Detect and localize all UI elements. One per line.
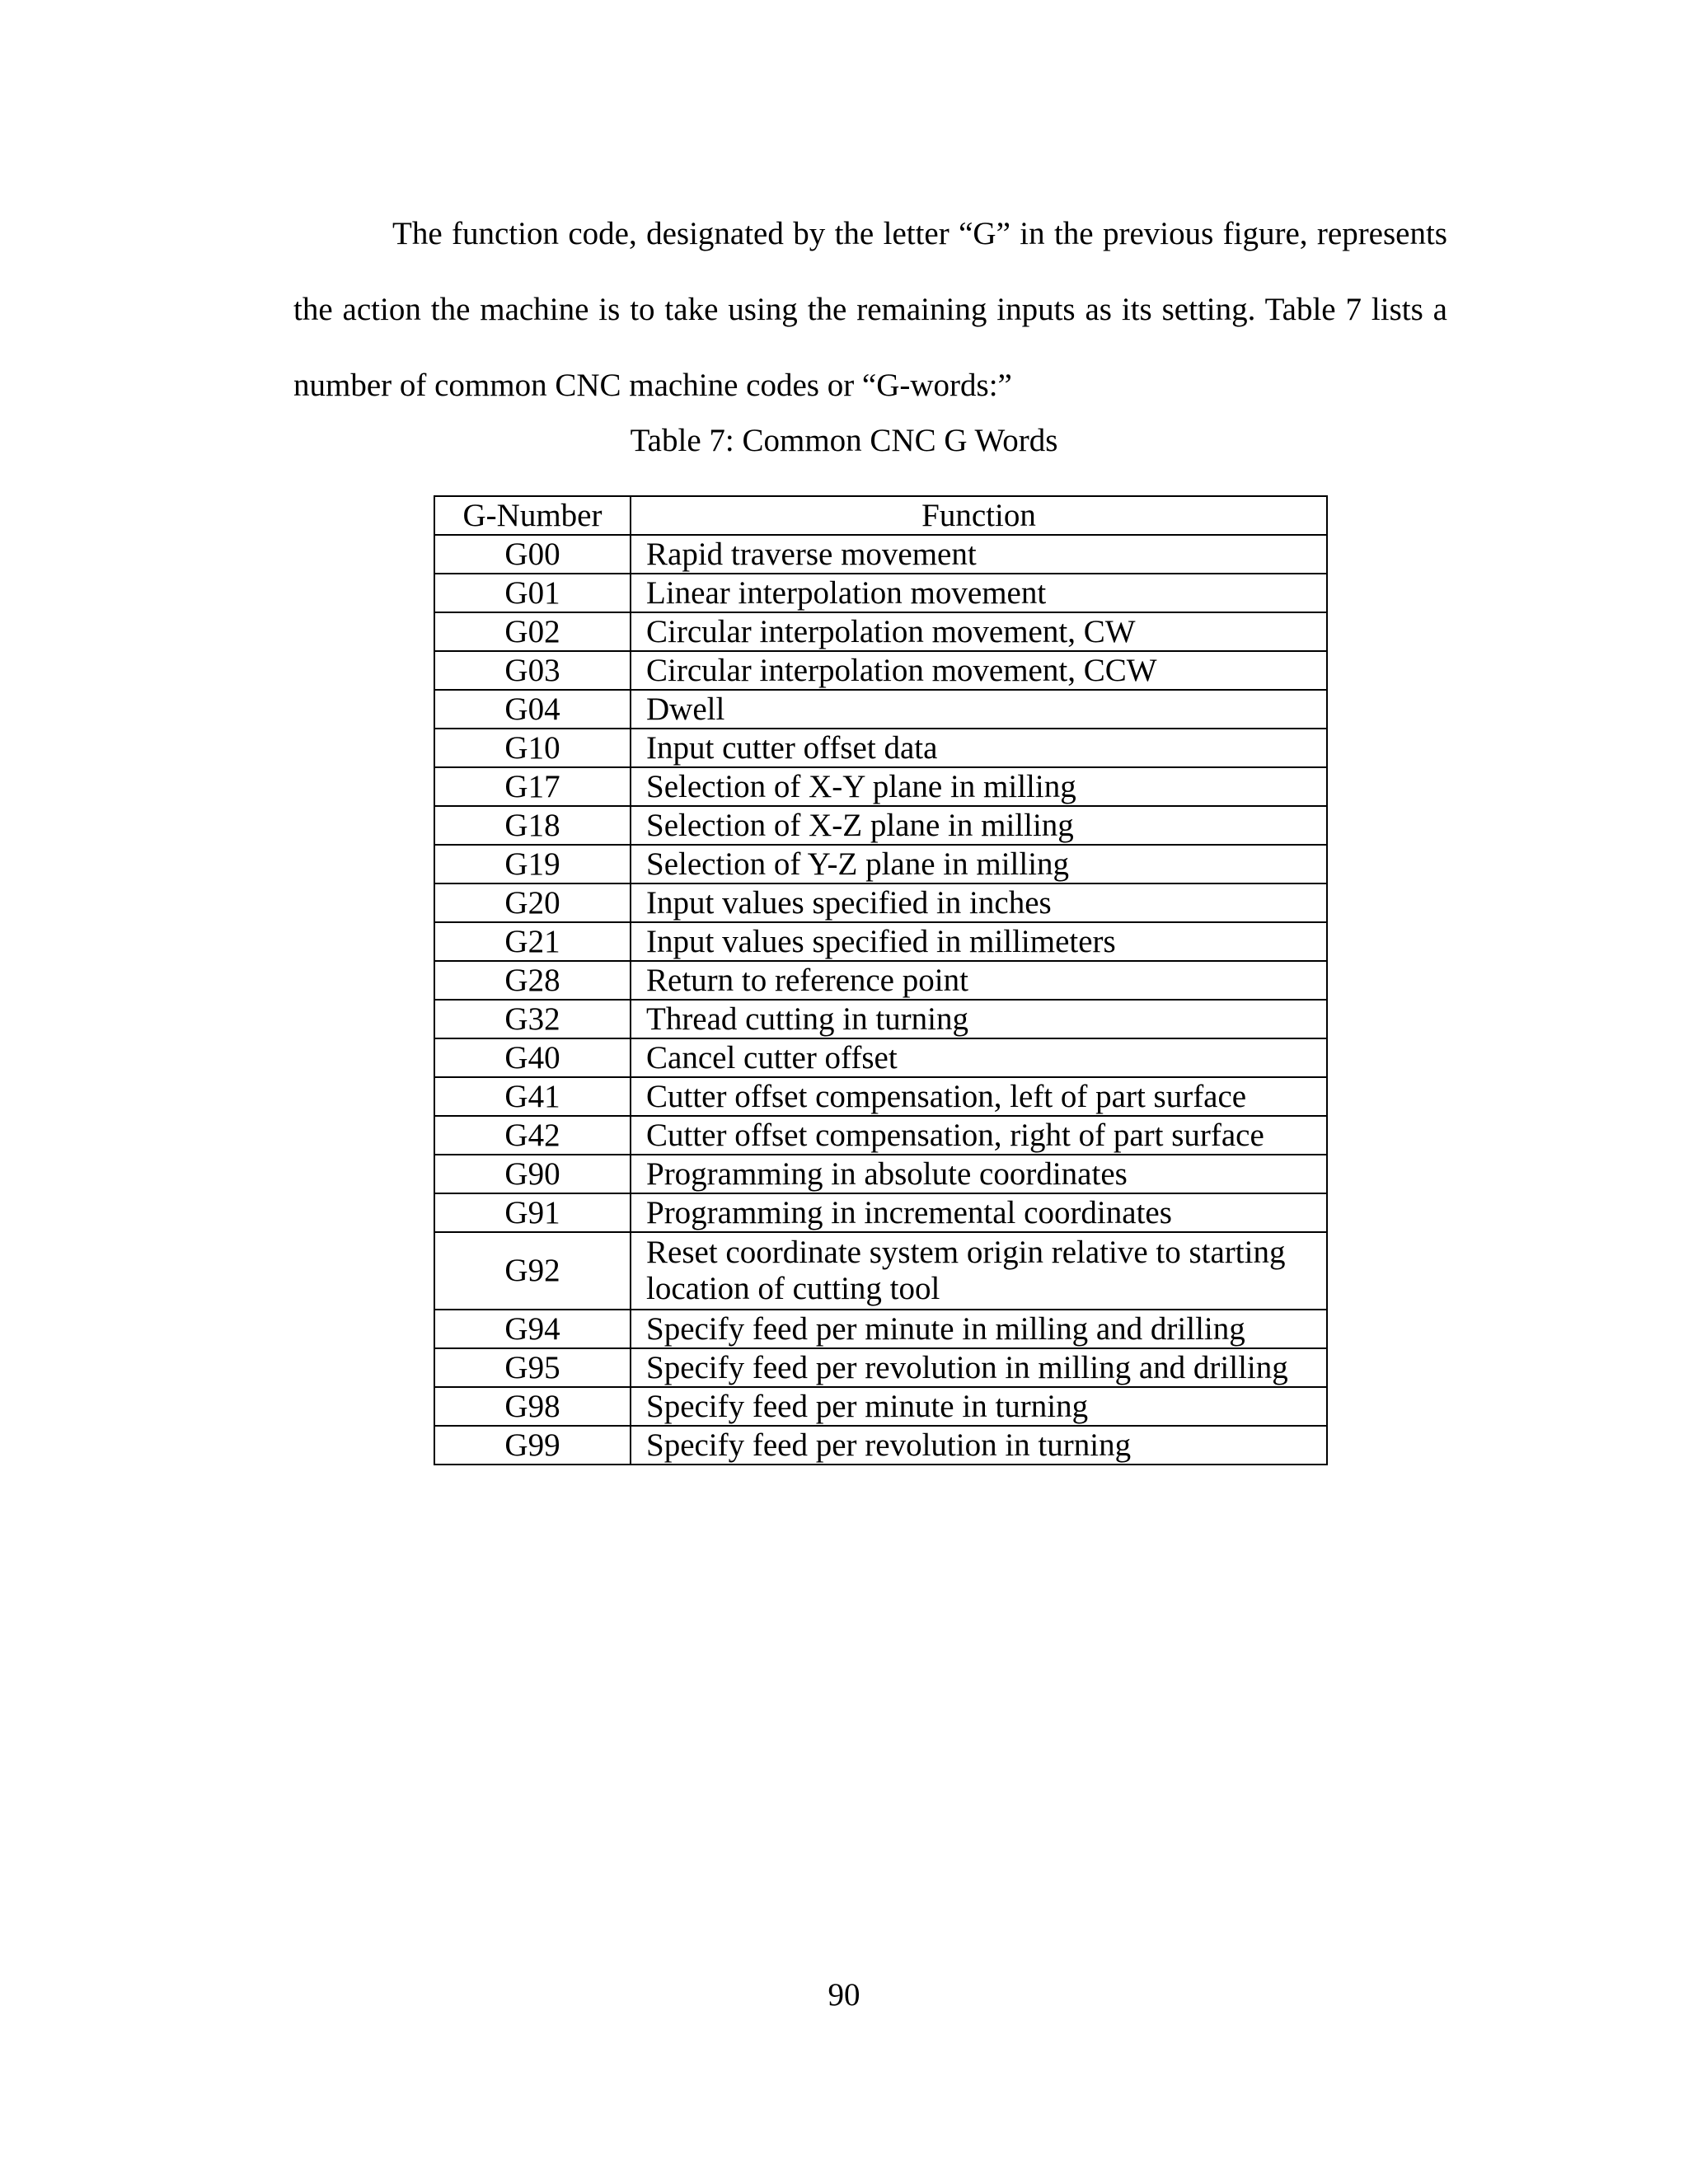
function-cell: Rapid traverse movement	[631, 535, 1327, 574]
function-cell: Programming in incremental coordinates	[631, 1193, 1327, 1232]
table-row	[434, 535, 1327, 574]
g-number-cell: G94	[434, 1310, 631, 1348]
function-cell: Selection of X-Z plane in milling	[631, 806, 1327, 845]
g-number-cell: G21	[434, 922, 631, 961]
g-number-cell: G98	[434, 1387, 631, 1426]
function-cell: Specify feed per revolution in turning	[631, 1426, 1327, 1465]
function-cell: Specify feed per minute in turning	[631, 1387, 1327, 1426]
function-cell: Circular interpolation movement, CW	[631, 612, 1327, 651]
g-number-cell: G41	[434, 1077, 631, 1116]
g-number-cell: G90	[434, 1155, 631, 1193]
g-number-cell: G28	[434, 961, 631, 1000]
g-number-cell: G01	[434, 574, 631, 612]
function-cell: Reset coordinate system origin relative to starting location of cutting tool	[631, 1232, 1327, 1310]
table-caption: Table 7: Common CNC G Words	[630, 423, 1058, 458]
table-row	[434, 883, 1327, 922]
g-number-cell: G18	[434, 806, 631, 845]
g-number-cell: G40	[434, 1038, 631, 1077]
function-cell: Return to reference point	[631, 961, 1327, 1000]
table-row	[434, 1116, 1327, 1155]
header-g-number: G-Number	[434, 496, 631, 535]
header-function: Function	[631, 496, 1327, 535]
table-row	[434, 1232, 1327, 1310]
g-number-cell: G03	[434, 651, 631, 690]
g-number-cell: G04	[434, 690, 631, 729]
g-number-cell: G99	[434, 1426, 631, 1465]
table-row	[434, 1077, 1327, 1116]
table-row	[434, 1348, 1327, 1387]
g-number-cell: G92	[434, 1232, 631, 1310]
function-cell: Specify feed per revolution in milling and drilling	[631, 1348, 1327, 1387]
table-header-row	[434, 496, 1327, 535]
g-number-cell: G32	[434, 1000, 631, 1038]
table-row	[434, 612, 1327, 651]
g-number-cell: G42	[434, 1116, 631, 1155]
function-cell: Selection of Y-Z plane in milling	[631, 845, 1327, 883]
table-row	[434, 806, 1327, 845]
table-row	[434, 574, 1327, 612]
g-number-cell: G02	[434, 612, 631, 651]
table-row	[434, 1038, 1327, 1077]
table-row	[434, 651, 1327, 690]
function-cell: Selection of X-Y plane in milling	[631, 767, 1327, 806]
function-cell: Linear interpolation movement	[631, 574, 1327, 612]
g-number-cell: G17	[434, 767, 631, 806]
table-row	[434, 1193, 1327, 1232]
table-row	[434, 1426, 1327, 1465]
table-row	[434, 690, 1327, 729]
function-cell: Circular interpolation movement, CCW	[631, 651, 1327, 690]
table-row	[434, 845, 1327, 883]
table-row	[434, 1155, 1327, 1193]
function-cell: Cutter offset compensation, right of part surface	[631, 1116, 1327, 1155]
table-row	[434, 767, 1327, 806]
g-number-cell: G20	[434, 883, 631, 922]
function-cell: Cutter offset compensation, left of part surface	[631, 1077, 1327, 1116]
body-paragraph: The function code, designated by the letter “G” in the previous figure, represents the action the machine is to take using the remaining inputs as its setting. Table 7 lists a number of common CNC machine codes or “G-words:”	[293, 216, 1447, 403]
table-row	[434, 1310, 1327, 1348]
table-row	[434, 1000, 1327, 1038]
function-cell: Specify feed per minute in milling and drilling	[631, 1310, 1327, 1348]
function-cell: Dwell	[631, 690, 1327, 729]
g-number-cell: G00	[434, 535, 631, 574]
table-row	[434, 961, 1327, 1000]
g-number-cell: G95	[434, 1348, 631, 1387]
function-cell: Input values specified in inches	[631, 883, 1327, 922]
g-number-cell: G19	[434, 845, 631, 883]
function-cell: Cancel cutter offset	[631, 1038, 1327, 1077]
function-cell: Thread cutting in turning	[631, 1000, 1327, 1038]
table-row	[434, 729, 1327, 767]
table-row	[434, 922, 1327, 961]
g-number-cell: G10	[434, 729, 631, 767]
page-number: 90	[828, 1977, 860, 2013]
function-cell: Programming in absolute coordinates	[631, 1155, 1327, 1193]
g-number-cell: G91	[434, 1193, 631, 1232]
function-cell: Input values specified in millimeters	[631, 922, 1327, 961]
table-row	[434, 1387, 1327, 1426]
function-cell: Input cutter offset data	[631, 729, 1327, 767]
g-words-table	[434, 495, 1328, 1465]
